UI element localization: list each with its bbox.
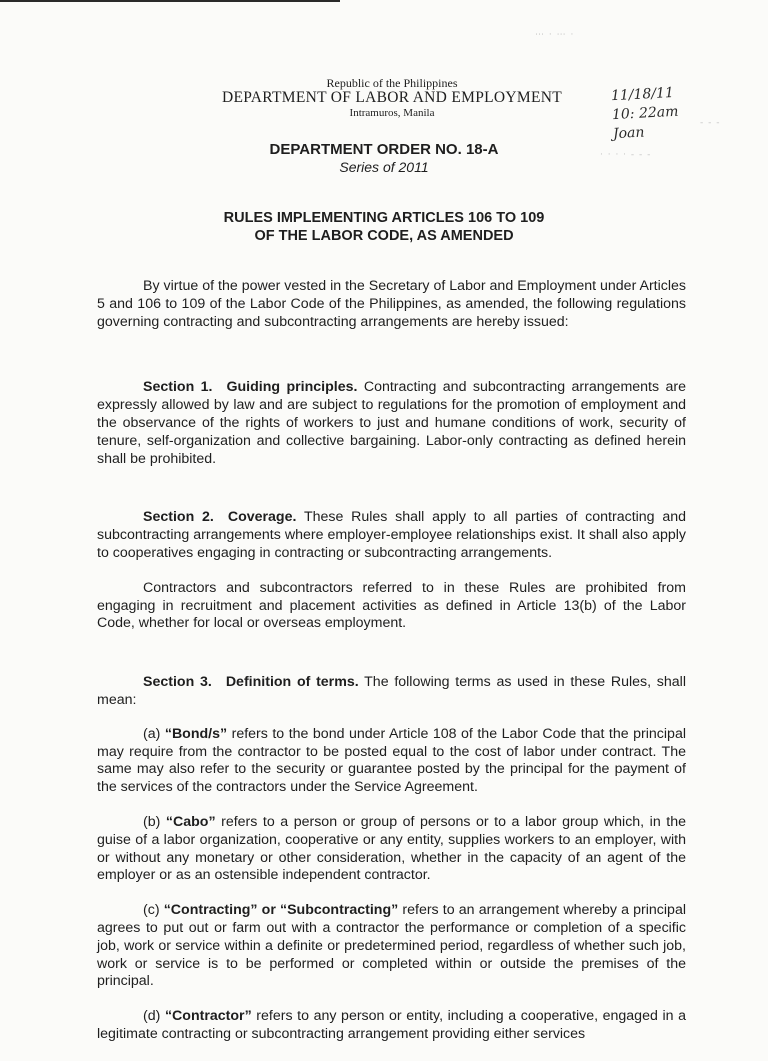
header-republic: Republic of the Philippines [326,76,458,90]
title-line-2: OF THE LABOR CODE, AS AMENDED [254,228,514,244]
title-line-1: RULES IMPLEMENTING ARTICLES 106 TO 109 [223,210,545,226]
document-title [0,209,768,245]
definition-term: “Cabo” [165,813,216,830]
definition-label: (d) [143,1008,161,1025]
document-body [97,278,686,1061]
definition-text: refers to a person or group of persons or to a labor group which, in the guise of a labor organization, cooperative or any entity, supplies workers to an employer, with or without any monetary or other consideration, whether in the capacity of an agent of the employer or as an ostensible independent contractor. [97,813,686,884]
section-3-text: The following terms as used in these Rules, shall mean: [97,674,686,708]
definition-item [97,726,686,797]
top-border-line [0,0,340,2]
intro-paragraph: By virtue of the power vested in the Secretary of Labor and Employment under Articles 5 and 106 to 109 of the Labor Code of the Philippines, as amended, the following regulations governing contracting and subcontracting arrangements are hereby issued: [97,278,686,330]
definition-text: refers to an arrangement whereby a principal agrees to put out or farm out with a contractor the performance or completion of a specific job, work or service within a definite or predetermined period, regardless of whether such job, work or service is to be performed or completed within or outside the premises of the principal. [97,902,686,990]
section-2-text: These Rules shall apply to all parties of contracting and subcontracting arrangements where employer-employee relationships exist. It shall also apply to cooperatives engaging in contracting or subcontracting arrangements. [97,509,686,561]
stamp-date: 11/18/11 [610,84,675,105]
definition-label: (a) [143,725,161,742]
definition-label: (c) [143,902,160,919]
section-1-text: Contracting and subcontracting arrangements are expressly allowed by law and are subject to regulations for the promotion of employment and the observance of the rights of workers to just and humane conditions of work, security of tenure, self-organization and collective bargaining. Labor-only contracting as defined herein shall be prohibited. [97,379,686,467]
order-series: Series of 2011 [339,159,429,175]
order-number: DEPARTMENT ORDER NO. 18-A [269,141,499,158]
definition-term: “Contractor” [164,1008,252,1025]
section-3-number: Section 3. [143,674,212,691]
faint-scan-marks: · · · · - - - [600,150,652,160]
definition-text: refers to any person or entity, including a cooperative, engaged in a legitimate contracting or subcontracting arrangement providing either services [97,1008,686,1042]
definition-item [97,1008,686,1044]
header-location: Intramuros, Manila [349,107,435,119]
faint-scan-marks: ⋯ · ⋯ · [535,30,575,40]
section-2 [97,509,686,562]
section-1-heading: Guiding principles. [226,379,358,396]
definition-text: refers to the bond under Article 108 of the Labor Code that the principal may require from the contractor to be posted equal to the cost of labor under contract. The same may also refer to the security or guarantee posted by the principal for the payment of the services of the contractors under the Service Agreement. [97,725,686,796]
stamp-time: 10: 22am [611,103,679,124]
section-2-paragraph-2: Contractors and subcontractors referred to in these Rules are prohibited from engaging in recruitment and placement activities as defined in Article 13(b) of the Labor Code, whether for local or overseas employment. [97,579,686,632]
section-2-heading: Coverage. [227,509,297,526]
header-department: DEPARTMENT OF LABOR AND EMPLOYMENT [222,89,562,106]
section-3-heading: Definition of terms. [225,674,359,691]
section-2-number: Section 2. [143,509,214,526]
definition-term: “Bond/s” [164,725,228,742]
definition-item [97,814,686,885]
definition-term: “Contracting” or “Subcontracting” [163,902,399,919]
stamp-initials: Joan [612,124,645,143]
definition-item [97,902,686,991]
section-3 [97,674,686,710]
section-1 [97,379,686,468]
definition-label: (b) [143,813,161,830]
faint-scan-marks: - - - [700,118,721,128]
section-1-number: Section 1. [143,379,213,396]
